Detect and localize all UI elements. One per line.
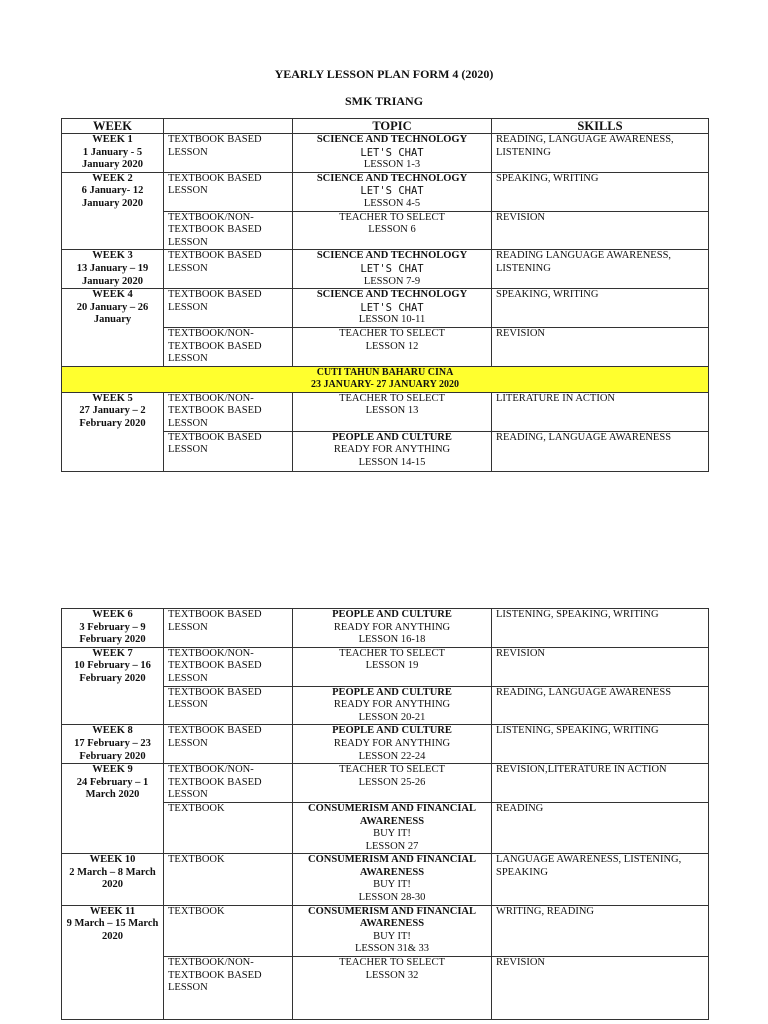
- week-dates: 10 February – 16 February 2020: [74, 660, 151, 684]
- topic-lesson: LESSON 16-18: [358, 634, 426, 646]
- skills-cell: READING LANGUAGE AWARENESS, LISTENING: [492, 250, 709, 289]
- week-cell: [62, 289, 164, 367]
- topic-unit: READY FOR ANYTHING: [333, 444, 451, 456]
- week-cell: [62, 392, 164, 471]
- topic-lesson: LESSON 10-11: [358, 314, 426, 326]
- topic-text: TEACHER TO SELECT: [339, 327, 445, 339]
- table-row: [62, 289, 709, 328]
- topic-cell: [293, 764, 492, 803]
- topic-cell: [293, 327, 492, 366]
- skills-cell: SPEAKING, WRITING: [492, 172, 709, 211]
- week-dates: 17 February – 23 February 2020: [74, 737, 151, 762]
- lesson-type-cell: TEXTBOOK: [164, 905, 293, 956]
- lesson-type-cell: TEXTBOOK/NON-TEXTBOOK BASED LESSON: [164, 392, 293, 431]
- lesson-type-cell: TEXTBOOK BASED LESSON: [164, 431, 293, 471]
- week-dates: 1 January - 5 January 2020: [82, 146, 143, 171]
- topic-lesson: LESSON 22-24: [358, 750, 426, 762]
- week-label: WEEK 1: [92, 134, 133, 145]
- week-cell: [62, 905, 164, 1019]
- topic-theme: CONSUMERISM AND FINANCIAL AWARENESS: [307, 802, 476, 827]
- skills-cell: READING, LANGUAGE AWARENESS, LISTENING: [492, 134, 709, 173]
- lesson-type-cell: TEXTBOOK BASED LESSON: [164, 686, 293, 725]
- week-label: WEEK 7: [92, 647, 133, 659]
- skills-cell: SPEAKING, WRITING: [492, 289, 709, 328]
- topic-text: TEACHER TO SELECT: [339, 211, 445, 223]
- lesson-type-cell: TEXTBOOK/NON-TEXTBOOK BASED LESSON: [164, 957, 293, 1020]
- week-dates: 24 February – 1 March 2020: [76, 776, 149, 801]
- topic-theme: SCIENCE AND TECHNOLOGY: [316, 134, 468, 145]
- table-row: [62, 609, 709, 648]
- table-row: [62, 854, 709, 905]
- skills-cell: REVISION: [492, 327, 709, 366]
- topic-lesson: LESSON 7-9: [363, 275, 421, 287]
- topic-lesson: LESSON 13: [365, 405, 419, 417]
- week-label: WEEK 10: [89, 854, 136, 866]
- topic-unit: BUY IT!: [373, 930, 411, 942]
- topic-cell: [293, 609, 492, 648]
- lesson-plan-table-1: [61, 118, 709, 472]
- week-dates: 3 February – 9 February 2020: [79, 621, 146, 646]
- topic-lesson: LESSON 31& 33: [354, 943, 430, 955]
- week-label: WEEK 9: [92, 764, 133, 776]
- school-name: SMK TRIANG: [344, 94, 424, 108]
- topic-cell: [293, 725, 492, 764]
- week-cell: [62, 764, 164, 854]
- week-label: WEEK 11: [89, 905, 136, 917]
- table-row: [62, 725, 709, 764]
- lesson-type-cell: TEXTBOOK/NON-TEXTBOOK BASED LESSON: [164, 327, 293, 366]
- topic-unit: BUY IT!: [373, 879, 411, 891]
- topic-cell: [293, 431, 492, 471]
- topic-lesson: LESSON 6: [368, 224, 416, 236]
- week-dates: 2 March – 8 March 2020: [69, 866, 156, 891]
- lesson-type-cell: TEXTBOOK BASED LESSON: [164, 134, 293, 173]
- week-label: WEEK 3: [92, 250, 133, 262]
- skills-cell: LISTENING, SPEAKING, WRITING: [492, 609, 709, 648]
- topic-theme: PEOPLE AND CULTURE: [332, 609, 452, 620]
- skills-cell: LITERATURE IN ACTION: [492, 392, 709, 431]
- lesson-type-cell: TEXTBOOK: [164, 802, 293, 853]
- week-label: WEEK 4: [92, 289, 133, 301]
- skills-cell: REVISION: [492, 957, 709, 1020]
- table-row: [62, 905, 709, 956]
- table-row: [62, 134, 709, 173]
- topic-unit: LET'S CHAT: [360, 185, 424, 198]
- topic-unit: LET'S CHAT: [360, 262, 424, 275]
- week-dates: 27 January – 2 February 2020: [79, 405, 146, 430]
- lesson-type-cell: TEXTBOOK: [164, 854, 293, 905]
- table-row: [62, 392, 709, 431]
- table-header-row: [62, 119, 709, 134]
- lesson-type-cell: TEXTBOOK BASED LESSON: [164, 609, 293, 648]
- holiday-dates: 23 JANUARY- 27 JANUARY 2020: [311, 379, 459, 391]
- week-cell: [62, 172, 164, 250]
- week-cell: [62, 647, 164, 725]
- topic-lesson: LESSON 25-26: [358, 776, 426, 788]
- holiday-title: CUTI TAHUN BAHARU CINA: [316, 366, 454, 378]
- topic-lesson: LESSON 12: [365, 340, 419, 352]
- topic-lesson: LESSON 14-15: [358, 456, 426, 468]
- topic-unit: READY FOR ANYTHING: [333, 699, 451, 711]
- topic-unit: BUY IT!: [373, 828, 411, 840]
- topic-lesson: LESSON 19: [365, 660, 419, 672]
- week-cell: [62, 250, 164, 289]
- topic-lesson: LESSON 27: [365, 840, 419, 852]
- table-row: [62, 764, 709, 803]
- week-label: WEEK 6: [92, 609, 133, 620]
- skills-cell: LISTENING, SPEAKING, WRITING: [492, 725, 709, 764]
- skills-cell: WRITING, READING: [492, 905, 709, 956]
- topic-unit: READY FOR ANYTHING: [333, 621, 451, 633]
- lesson-type-cell: TEXTBOOK BASED LESSON: [164, 250, 293, 289]
- topic-theme: CONSUMERISM AND FINANCIAL AWARENESS: [307, 854, 476, 878]
- topic-text: TEACHER TO SELECT: [339, 392, 445, 404]
- table-row: [62, 172, 709, 211]
- topic-unit: LET'S CHAT: [360, 301, 424, 314]
- topic-cell: [293, 647, 492, 686]
- table-row: [62, 647, 709, 686]
- lesson-type-cell: TEXTBOOK BASED LESSON: [164, 289, 293, 328]
- topic-theme: CONSUMERISM AND FINANCIAL AWARENESS: [307, 905, 476, 930]
- topic-text: TEACHER TO SELECT: [339, 764, 445, 776]
- skills-cell: REVISION: [492, 647, 709, 686]
- topic-lesson: LESSON 4-5: [363, 197, 421, 209]
- lesson-plan-table-2: [61, 608, 709, 1020]
- topic-theme: SCIENCE AND TECHNOLOGY: [316, 172, 468, 184]
- holiday-cell: [62, 366, 709, 392]
- topic-theme: PEOPLE AND CULTURE: [332, 431, 452, 443]
- skills-cell: REVISION,LITERATURE IN ACTION: [492, 764, 709, 803]
- skills-cell: LANGUAGE AWARENESS, LISTENING, SPEAKING: [492, 854, 709, 905]
- page-title: YEARLY LESSON PLAN FORM 4 (2020): [274, 67, 494, 81]
- topic-unit: READY FOR ANYTHING: [333, 737, 451, 749]
- topic-lesson: LESSON 32: [365, 969, 419, 981]
- topic-cell: [293, 211, 492, 250]
- week-dates: 13 January – 19 January 2020: [76, 262, 149, 287]
- topic-lesson: LESSON 28-30: [358, 892, 426, 904]
- week-label: WEEK 2: [92, 172, 133, 184]
- topic-lesson: LESSON 1-3: [363, 159, 421, 171]
- week-cell: [62, 609, 164, 648]
- topic-cell: [293, 686, 492, 725]
- week-label: WEEK 8: [92, 725, 133, 737]
- skills-cell: READING, LANGUAGE AWARENESS: [492, 431, 709, 471]
- topic-cell: [293, 134, 492, 173]
- topic-cell: [293, 250, 492, 289]
- topic-lesson: LESSON 20-21: [358, 711, 426, 723]
- week-cell: [62, 725, 164, 764]
- skills-header: SKILLS: [492, 119, 709, 134]
- lesson-type-cell: TEXTBOOK BASED LESSON: [164, 172, 293, 211]
- topic-cell: [293, 392, 492, 431]
- topic-cell: [293, 957, 492, 1020]
- topic-text: TEACHER TO SELECT: [339, 957, 445, 969]
- skills-cell: READING: [492, 802, 709, 853]
- week-dates: 20 January – 26 January: [76, 301, 149, 326]
- skills-cell: REVISION: [492, 211, 709, 250]
- topic-cell: [293, 905, 492, 956]
- week-dates: 9 March – 15 March 2020: [66, 918, 159, 942]
- topic-header: TOPIC: [293, 119, 492, 134]
- week-header: WEEK: [62, 119, 164, 134]
- topic-theme: PEOPLE AND CULTURE: [332, 725, 452, 737]
- topic-theme: PEOPLE AND CULTURE: [332, 686, 452, 698]
- table-row: [62, 250, 709, 289]
- topic-unit: LET'S CHAT: [360, 146, 424, 159]
- topic-text: TEACHER TO SELECT: [339, 647, 445, 659]
- topic-theme: SCIENCE AND TECHNOLOGY: [316, 289, 468, 301]
- holiday-row: [62, 366, 709, 392]
- lesson-type-cell: TEXTBOOK/NON-TEXTBOOK BASED LESSON: [164, 211, 293, 250]
- skills-cell: READING, LANGUAGE AWARENESS: [492, 686, 709, 725]
- topic-cell: [293, 802, 492, 853]
- lesson-type-cell: TEXTBOOK/NON-TEXTBOOK BASED LESSON: [164, 647, 293, 686]
- topic-cell: [293, 854, 492, 905]
- topic-cell: [293, 289, 492, 328]
- week-cell: [62, 854, 164, 905]
- lesson-type-header: [164, 119, 293, 134]
- topic-cell: [293, 172, 492, 211]
- week-cell: [62, 134, 164, 173]
- week-label: WEEK 5: [92, 392, 133, 404]
- lesson-type-cell: TEXTBOOK BASED LESSON: [164, 725, 293, 764]
- topic-theme: SCIENCE AND TECHNOLOGY: [316, 250, 468, 262]
- week-dates: 6 January- 12 January 2020: [81, 185, 144, 209]
- lesson-type-cell: TEXTBOOK/NON-TEXTBOOK BASED LESSON: [164, 764, 293, 803]
